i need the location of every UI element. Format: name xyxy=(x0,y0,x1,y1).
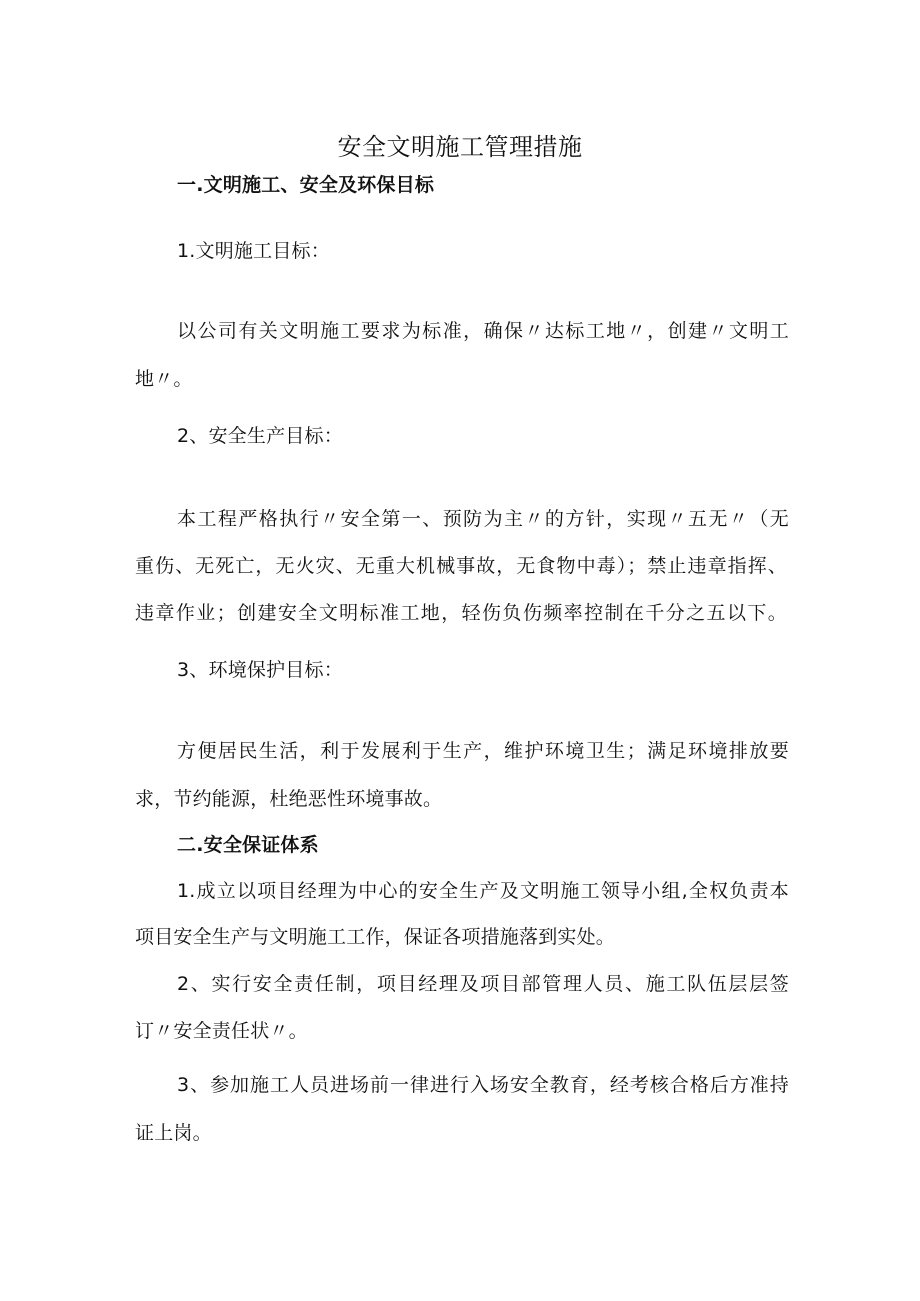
section2-p2-line1: 2、实行安全责任制，项目经理及项目部管理人员、施工队伍层层签 xyxy=(177,973,789,995)
section2-p3-line1: 3、参加施工人员进场前一律进行入场安全教育，经考核合格后方准持 xyxy=(177,1074,789,1096)
section2-p2-line2: 订〃安全责任状〃。 xyxy=(135,1020,308,1042)
section2-p3-line2: 证上岗。 xyxy=(135,1122,212,1144)
section1-item1-text-line1: 以公司有关文明施工要求为标准，确保〃达标工地〃，创建〃文明工 xyxy=(177,320,789,342)
section1-item1-label: 1.文明施工目标： xyxy=(177,240,330,262)
section1-item3-text-line2: 求，节约能源，杜绝恶性环境事故。 xyxy=(135,788,443,810)
section1-item2-text-line3: 违章作业；创建安全文明标准工地，轻伤负伤频率控制在千分之五以下。 xyxy=(135,602,787,624)
section2-heading: 二.安全保证体系 xyxy=(177,834,319,856)
section1-item1-text-line2: 地〃。 xyxy=(135,368,193,390)
section1-item3-text-line1: 方便居民生活，利于发展利于生产，维护环境卫生；满足环境排放要 xyxy=(177,740,789,762)
section1-item2-text-line1: 本工程严格执行〃安全第一、预防为主〃的方针，实现〃五无〃（无 xyxy=(177,508,789,530)
page-title: 安全文明施工管理措施 xyxy=(337,133,583,161)
section1-heading: 一.文明施工、安全及环保目标 xyxy=(177,174,435,196)
section1-item2-text-line2: 重伤、无死亡，无火灾、无重大机械事故，无食物中毒）；禁止违章指挥、 xyxy=(135,555,787,577)
section1-item3-label: 3、环境保护目标： xyxy=(177,659,343,681)
section1-item2-label: 2、安全生产目标： xyxy=(177,425,343,447)
section2-p1-line1: 1.成立以项目经理为中心的安全生产及文明施工领导小组,全权负责本 xyxy=(177,880,789,902)
section2-p1-line2: 项目安全生产与文明施工工作，保证各项措施落到实处。 xyxy=(135,926,616,948)
